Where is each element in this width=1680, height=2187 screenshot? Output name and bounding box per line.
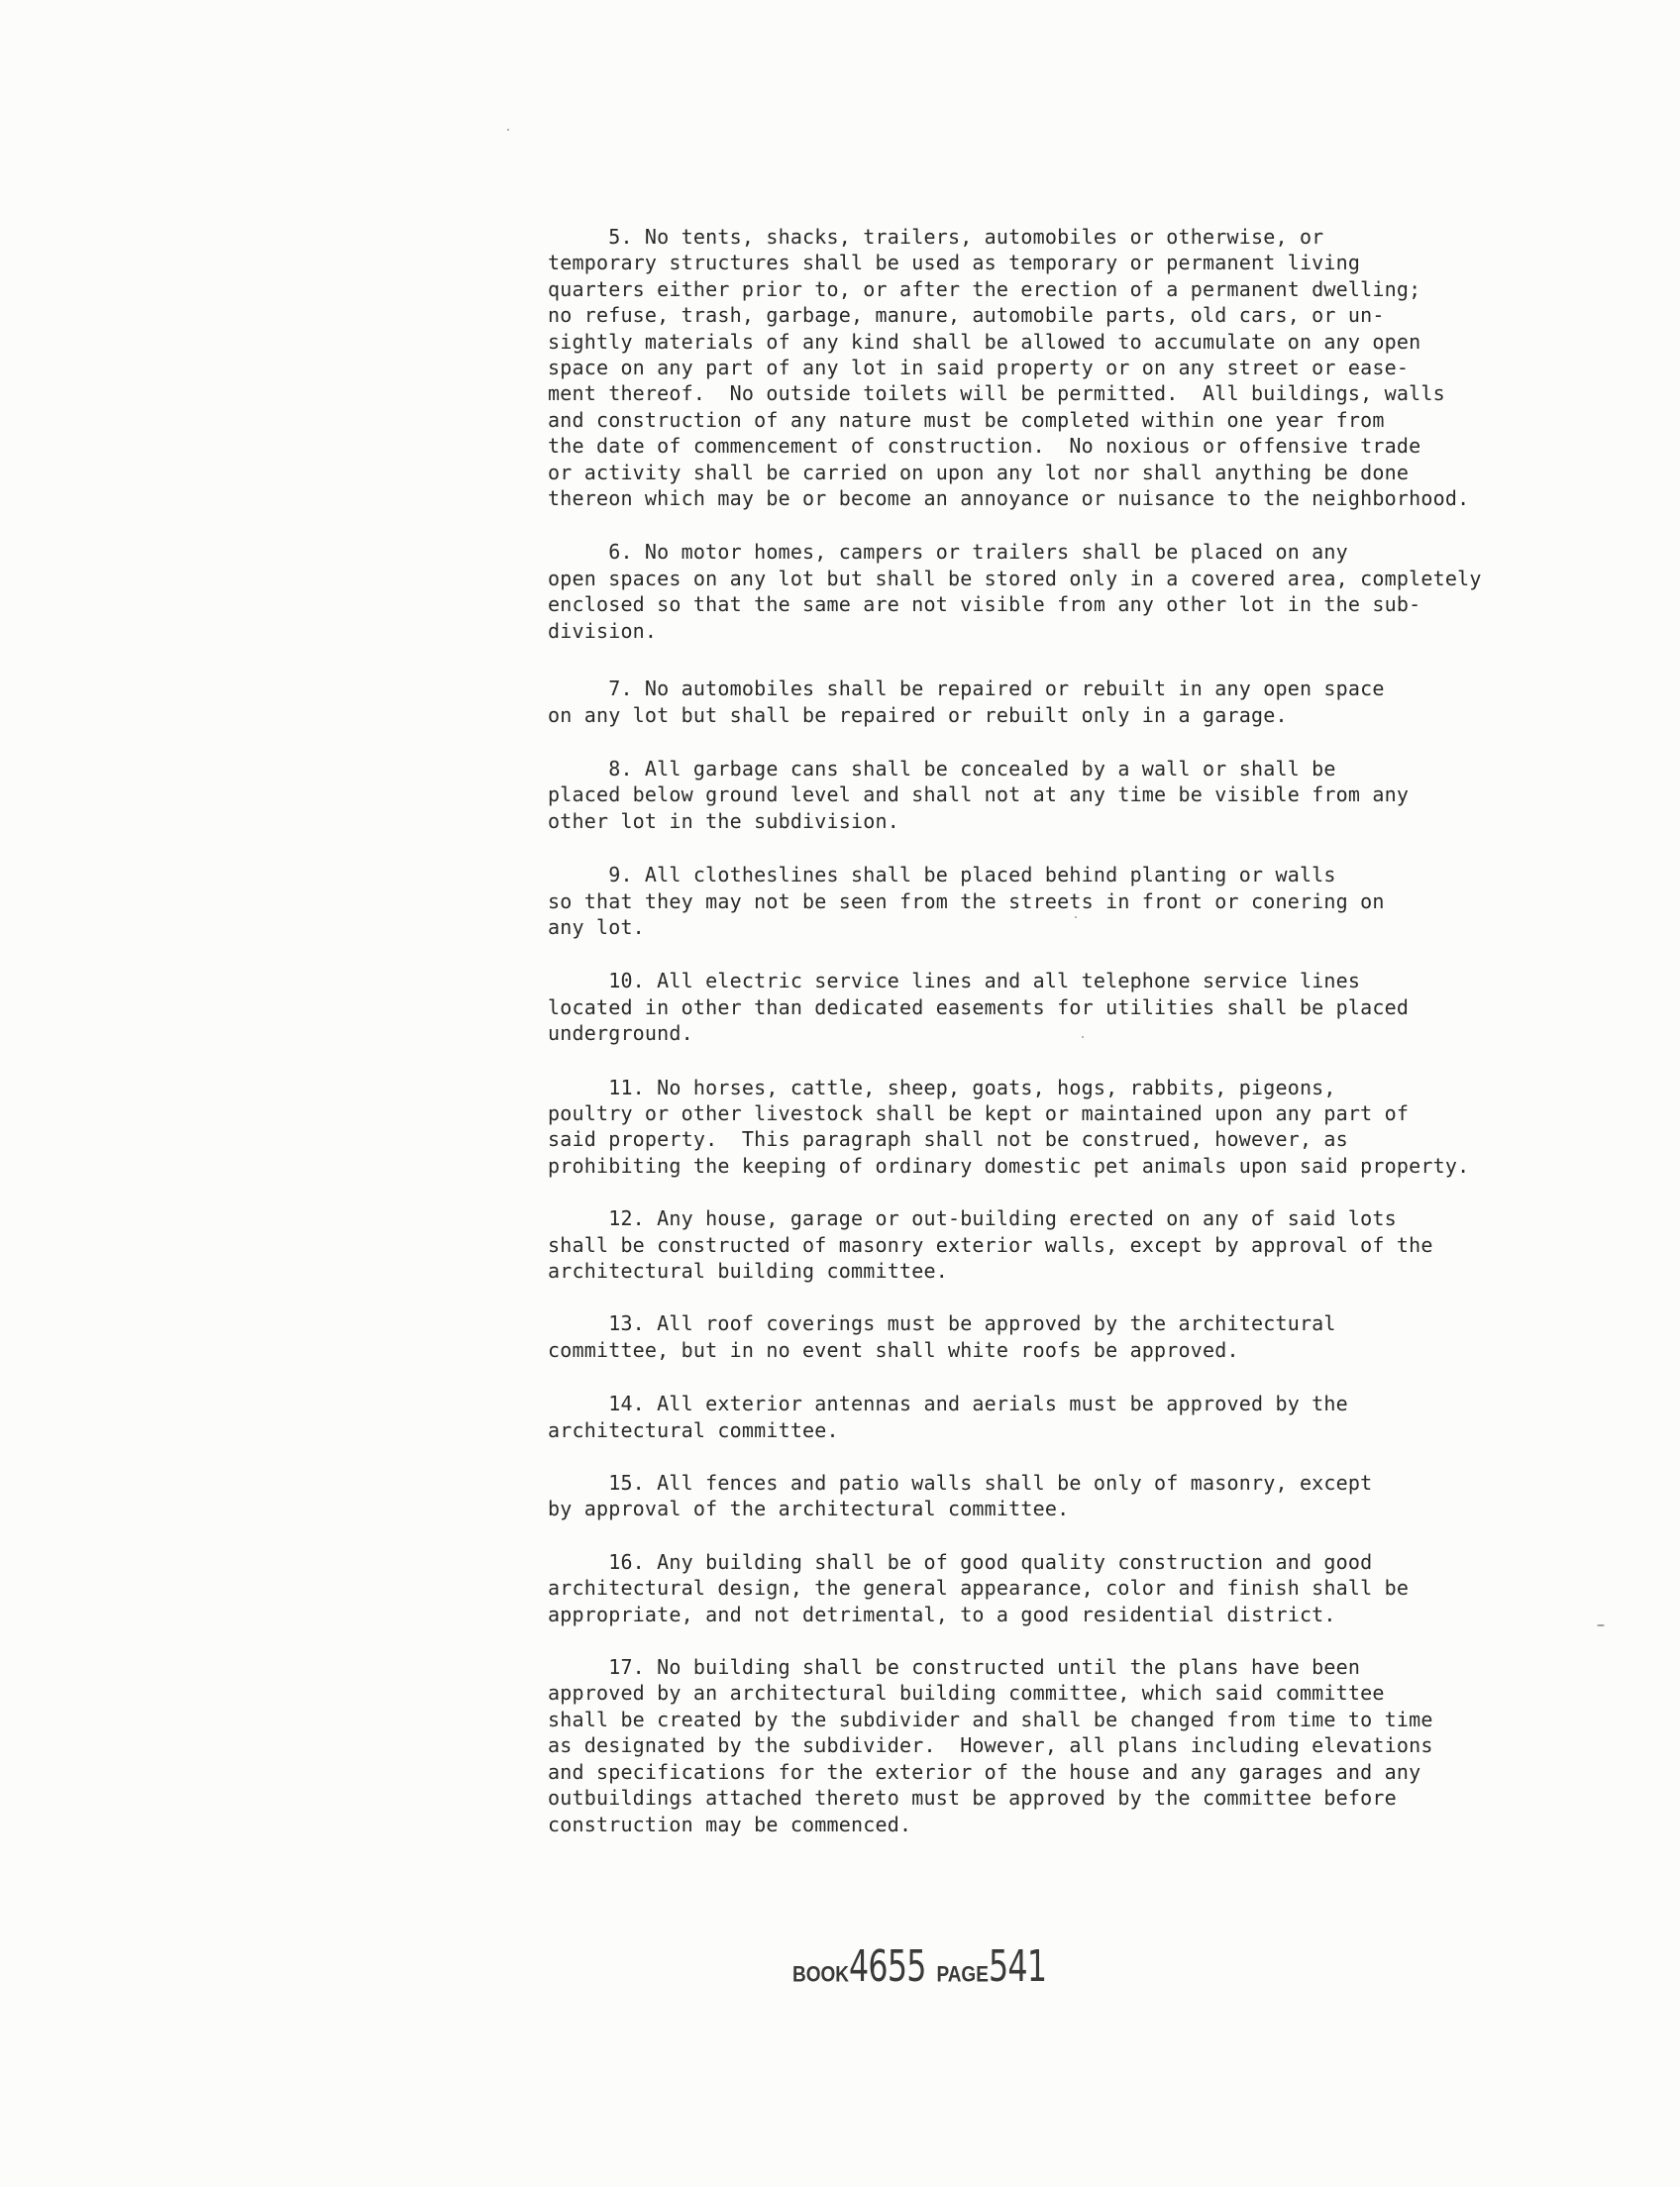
- paragraph-line: 16. Any building shall be of good quality construction and good: [548, 1549, 1373, 1574]
- paragraph-5: [548, 224, 1558, 511]
- scan-speck: [507, 129, 509, 131]
- paragraph-line: space on any part of any lot in said property or on any street or ease-: [548, 356, 1410, 380]
- paragraph-line: any lot.: [548, 914, 645, 939]
- page-number: 541: [988, 1941, 1047, 1992]
- paragraph-line: other lot in the subdivision.: [548, 808, 899, 833]
- paragraph-13: [548, 1310, 1558, 1363]
- paragraph-line: outbuildings attached thereto must be approved by the committee before: [548, 1786, 1397, 1811]
- paragraph-line: 5. No tents, shacks, trailers, automobiles or otherwise, or: [548, 225, 1324, 249]
- paragraph-line: poultry or other livestock shall be kept or maintained upon any part of: [548, 1100, 1410, 1125]
- paragraph-line: no refuse, trash, garbage, manure, automobile parts, old cars, or un-: [548, 303, 1385, 328]
- page-label: PAGE: [936, 1963, 989, 1988]
- paragraph-line: so that they may not be seen from the streets in front or conering on: [548, 888, 1385, 913]
- paragraph-line: by approval of the architectural committee.: [548, 1497, 1070, 1521]
- paragraph-line: said property. This paragraph shall not be construed, however, as: [548, 1127, 1348, 1152]
- paragraph-14: [548, 1391, 1558, 1443]
- scan-speck: [1597, 1624, 1605, 1626]
- paragraph-line: on any lot but shall be repaired or rebuilt only in a garage.: [548, 702, 1288, 727]
- paragraph-line: the date of commencement of construction. No noxious or offensive trade: [548, 434, 1421, 459]
- paragraph-line: 6. No motor homes, campers or trailers shall be placed on any: [548, 540, 1348, 565]
- paragraph-17: [548, 1654, 1558, 1837]
- paragraph-16: [548, 1549, 1558, 1627]
- paragraph-line: 7. No automobiles shall be repaired or rebuilt in any open space: [548, 677, 1385, 701]
- paragraph-line: temporary structures shall be used as temporary or permanent living: [548, 251, 1361, 275]
- paragraph-line: quarters either prior to, or after the erection of a permanent dwelling;: [548, 276, 1421, 301]
- paragraph-line: placed below ground level and shall not at any time be visible from any: [548, 782, 1410, 807]
- paragraph-line: enclosed so that the same are not visible from any other lot in the sub-: [548, 592, 1421, 617]
- paragraph-line: as designated by the subdivider. However, all plans including elevations: [548, 1733, 1433, 1758]
- paragraph-line: approved by an architectural building committee, which said committee: [548, 1681, 1385, 1706]
- scan-speck: [1082, 1036, 1084, 1038]
- document-body: [548, 224, 1558, 1865]
- paragraph-line: construction may be commenced.: [548, 1812, 912, 1836]
- paragraph-line: 11. No horses, cattle, sheep, goats, hogs, rabbits, pigeons,: [548, 1075, 1336, 1099]
- paragraph-line: committee, but in no event shall white roofs be approved.: [548, 1337, 1239, 1362]
- paragraph-10: [548, 968, 1558, 1046]
- paragraph-line: 10. All electric service lines and all telephone service lines: [548, 969, 1361, 993]
- paragraph-line: 9. All clotheslines shall be placed behind planting or walls: [548, 863, 1336, 887]
- paragraph-11: [548, 1075, 1558, 1180]
- paragraph-line: sightly materials of any kind shall be allowed to accumulate on any open: [548, 329, 1421, 354]
- paragraph-7: [548, 676, 1558, 728]
- paragraph-15: [548, 1470, 1558, 1522]
- paragraph-9: [548, 862, 1558, 940]
- paragraph-line: 15. All fences and patio walls shall be only of masonry, except: [548, 1471, 1373, 1496]
- paragraph-line: shall be created by the subdivider and shall be changed from time to time: [548, 1707, 1433, 1731]
- scan-speck: [1075, 916, 1077, 918]
- paragraph-line: architectural building committee.: [548, 1259, 948, 1283]
- paragraph-12: [548, 1205, 1558, 1284]
- paragraph-8: [548, 756, 1558, 834]
- paragraph-line: underground.: [548, 1021, 693, 1046]
- paragraph-6: [548, 539, 1558, 644]
- paragraph-line: division.: [548, 618, 658, 643]
- paragraph-line: ment thereof. No outside toilets will be permitted. All buildings, walls: [548, 381, 1445, 406]
- book-number: 4655: [849, 1941, 926, 1992]
- paragraph-line: appropriate, and not detrimental, to a good residential district.: [548, 1602, 1336, 1626]
- paragraph-line: 14. All exterior antennas and aerials must be approved by the: [548, 1392, 1348, 1416]
- book-label: BOOK: [792, 1963, 849, 1988]
- paragraph-line: open spaces on any lot but shall be stored only in a covered area, completely: [548, 566, 1482, 590]
- paragraph-line: or activity shall be carried on upon any lot nor shall anything be done: [548, 460, 1410, 484]
- paragraph-line: 8. All garbage cans shall be concealed by a wall or shall be: [548, 756, 1336, 781]
- paragraph-line: 17. No building shall be constructed until the plans have been: [548, 1655, 1361, 1680]
- paragraph-line: 13. All roof coverings must be approved by the architectural: [548, 1311, 1336, 1336]
- paragraph-line: located in other than dedicated easements for utilities shall be placed: [548, 994, 1410, 1019]
- book-page-stamp: [792, 1941, 1059, 1992]
- paragraph-line: 12. Any house, garage or out-building erected on any of said lots: [548, 1206, 1397, 1231]
- paragraph-line: architectural committee.: [548, 1417, 839, 1442]
- paragraph-line: thereon which may be or become an annoyance or nuisance to the neighborhood.: [548, 486, 1470, 511]
- paragraph-line: architectural design, the general appearance, color and finish shall be: [548, 1576, 1410, 1601]
- paragraph-line: prohibiting the keeping of ordinary domestic pet animals upon said property.: [548, 1153, 1470, 1178]
- paragraph-line: shall be constructed of masonry exterior walls, except by approval of the: [548, 1232, 1433, 1257]
- paragraph-line: and specifications for the exterior of the house and any garages and any: [548, 1759, 1421, 1784]
- paragraph-line: and construction of any nature must be completed within one year from: [548, 407, 1385, 432]
